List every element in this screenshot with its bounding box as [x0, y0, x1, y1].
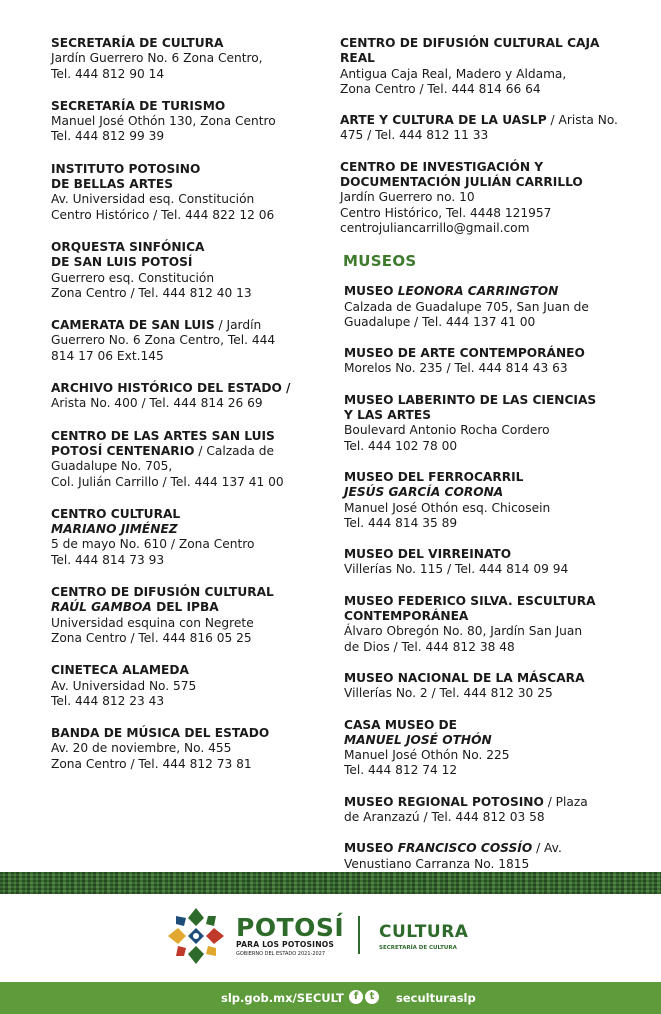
- directory-entry: [340, 36, 640, 97]
- entry-title-line2: [344, 485, 640, 500]
- decorative-band: [0, 872, 661, 894]
- directory-entry: [344, 718, 640, 779]
- entry-title-line2: [344, 733, 640, 748]
- entry-detail-line: Venustiano Carranza No. 1815: [344, 856, 530, 871]
- entry-detail-line: Calzada de Guadalupe 705, San Juan de: [344, 299, 589, 314]
- directory-entry: [51, 36, 313, 82]
- entry-detail-line: centrojuliancarrillo@gmail.com: [340, 220, 530, 235]
- entry-title: [344, 470, 640, 485]
- entry-detail-line: Tel. 444 102 78 00: [344, 438, 458, 453]
- footer-bar: [0, 982, 661, 1014]
- entry-detail-line: 5 de mayo No. 610 / Zona Centro: [51, 537, 255, 552]
- entry-title2-italic: MANUEL JOSÉ OTHÓN: [344, 732, 492, 747]
- entry-detail-line: Manuel José Othón 130, Zona Centro: [51, 114, 276, 129]
- logo-area: [0, 894, 661, 982]
- entry-detail-line: 475 / Tel. 444 812 11 33: [340, 128, 489, 143]
- entry-detail-line: Zona Centro / Tel. 444 816 05 25: [51, 630, 252, 645]
- entry-detail-line: Av. 20 de noviembre, No. 455: [51, 741, 232, 756]
- entry-detail-line: Zona Centro / Tel. 444 812 73 81: [51, 756, 252, 771]
- entry-title: [344, 841, 640, 856]
- entry-title2-text: DEL IPBA: [151, 600, 219, 615]
- left-column: [51, 36, 313, 789]
- entry-title-line2: [340, 175, 640, 190]
- entry-detail-line: Jardín Guerrero no. 10: [340, 190, 475, 205]
- entry-title-rest: / Av.: [532, 841, 562, 856]
- entry-title: [340, 36, 640, 51]
- entry-detail-line: Arista No. 400 / Tel. 444 814 26 69: [51, 396, 263, 411]
- entry-title-text: MUSEO DE ARTE CONTEMPORÁNEO: [344, 346, 585, 361]
- directory-entry: [51, 585, 313, 646]
- directory-entry: [51, 99, 313, 145]
- twitter-icon[interactable]: t: [365, 990, 379, 1004]
- potosi-logo: [236, 913, 345, 957]
- directory-entry: [344, 594, 640, 655]
- entry-title-text: SECRETARÍA DE CULTURA: [51, 36, 224, 50]
- entry-title-text: ARTE Y CULTURA DE LA UASLP: [340, 113, 547, 128]
- entry-detail-line: Jardín Guerrero No. 6 Zona Centro,: [51, 51, 263, 66]
- entry-title-line2: [51, 444, 313, 459]
- entry-detail-line: Tel. 444 814 73 93: [51, 552, 165, 567]
- entry-title: [51, 162, 313, 177]
- entry-detail-line: Guerrero esq. Constitución: [51, 270, 215, 285]
- entry-title: [51, 381, 313, 396]
- entry-title-text: MUSEO REGIONAL POTOSINO: [344, 794, 544, 809]
- entry-detail-line: Tel. 444 812 99 39: [51, 129, 165, 144]
- right-column: [340, 36, 640, 903]
- potosi-government: GOBIERNO DEL ESTADO 2021-2027: [236, 951, 326, 957]
- entry-title-text: ORQUESTA SINFÓNICA: [51, 239, 205, 254]
- directory-entry: [344, 671, 640, 702]
- potosi-tagline: PARA LOS POTOSINOS: [236, 940, 335, 949]
- entry-title-text: CAMERATA DE SAN LUIS: [51, 318, 215, 333]
- entry-detail-line: 814 17 06 Ext.145: [51, 348, 164, 363]
- entry-title-text: INSTITUTO POTOSINO: [51, 161, 201, 176]
- entry-title2-text: REAL: [340, 51, 375, 66]
- entry-title: [344, 346, 640, 361]
- entry-title: [51, 318, 313, 333]
- entry-detail-line: Guadalupe / Tel. 444 137 41 00: [344, 314, 536, 329]
- entry-detail-line: de Dios / Tel. 444 812 38 48: [344, 639, 515, 654]
- entry-detail-line: Manuel José Othón esq. Chicosein: [344, 500, 551, 515]
- entry-title-rest: / Jardín: [214, 318, 262, 333]
- entry-detail-line: Guerrero No. 6 Zona Centro, Tel. 444: [51, 333, 276, 348]
- entry-title-text: MUSEO: [344, 284, 398, 299]
- entry-title: [340, 113, 640, 128]
- entry-detail-line: Av. Universidad esq. Constitución: [51, 192, 255, 207]
- entry-title: [51, 240, 313, 255]
- directory-entry: [344, 547, 640, 578]
- entry-title-text: CINETECA ALAMEDA: [51, 663, 189, 678]
- entry-title-text: SECRETARÍA DE TURISMO: [51, 98, 226, 113]
- entry-title-rest: / Arista No.: [546, 113, 618, 128]
- entry-title-rest: / Plaza: [543, 794, 588, 809]
- entry-title-italic: LEONORA CARRINGTON: [397, 284, 559, 299]
- entry-title: [51, 726, 313, 741]
- entry-detail-line: Villerías No. 115 / Tel. 444 814 09 94: [344, 562, 569, 577]
- entry-detail-line: Tel. 444 812 90 14: [51, 66, 165, 81]
- entry-title-text: CENTRO DE INVESTIGACIÓN Y: [340, 159, 544, 174]
- entry-title-text: CENTRO DE DIFUSIÓN CULTURAL: [51, 585, 274, 600]
- entry-title-text: CASA MUSEO DE: [344, 717, 458, 732]
- cultura-subtitle: SECRETARÍA DE CULTURA: [379, 945, 457, 951]
- cultura-wordmark: CULTURA: [379, 922, 469, 942]
- directory-entry: [51, 162, 313, 223]
- entry-title-text: MUSEO NACIONAL DE LA MÁSCARA: [344, 670, 585, 685]
- entry-title2-italic: MARIANO JIMÉNEZ: [51, 522, 178, 537]
- entry-title2-text: DE BELLAS ARTES: [51, 177, 173, 192]
- entry-detail-line: Tel. 444 812 74 12: [344, 763, 458, 778]
- entry-detail-line: Centro Histórico / Tel. 444 822 12 06: [51, 207, 275, 222]
- entry-detail-line: Av. Universidad No. 575: [51, 678, 197, 693]
- entry-title-line2: [51, 177, 313, 192]
- directory-entry: [344, 393, 640, 454]
- entry-detail-line: Col. Julián Carrillo / Tel. 444 137 41 00: [51, 474, 284, 489]
- directory-entry: [344, 470, 640, 531]
- directory-entry: [51, 429, 313, 490]
- website-link[interactable]: slp.gob.mx/SECULT: [221, 991, 344, 1005]
- cultura-logo: [379, 922, 468, 951]
- entry-title: [344, 547, 640, 562]
- entry-title: [344, 718, 640, 733]
- entry-detail-line: Guadalupe No. 705,: [51, 459, 173, 474]
- entry-title: [51, 663, 313, 678]
- facebook-icon[interactable]: f: [349, 990, 363, 1004]
- directory-entry: [344, 795, 640, 826]
- potosi-emblem-icon: [164, 904, 228, 968]
- entry-title-line2: [340, 51, 640, 66]
- entry-title-text: CENTRO DE DIFUSIÓN CULTURAL CAJA: [340, 36, 600, 50]
- entry-title: [340, 160, 640, 175]
- entry-title: [51, 429, 313, 444]
- entry-detail-line: Zona Centro / Tel. 444 814 66 64: [340, 81, 541, 96]
- entry-detail-line: de Aranzazú / Tel. 444 812 03 58: [344, 809, 545, 824]
- entry-title2-text: POTOSÍ CENTENARIO: [51, 443, 195, 458]
- entry-title: [344, 393, 640, 408]
- entry-title-text: BANDA DE MÚSICA DEL ESTADO: [51, 726, 270, 741]
- entry-detail-line: Tel. 444 812 23 43: [51, 693, 165, 708]
- directory-entry: [51, 240, 313, 301]
- entry-detail-line: Universidad esquina con Negrete: [51, 615, 254, 630]
- entry-title: [344, 671, 640, 686]
- entry-title: [51, 585, 313, 600]
- entry-title: [344, 594, 640, 609]
- entry-detail-line: Manuel José Othón No. 225: [344, 748, 510, 763]
- entry-title2-rest: / Calzada de: [194, 443, 274, 458]
- entry-title2-text: DOCUMENTACIÓN JULIÁN CARRILLO: [340, 175, 583, 190]
- entry-title-text: MUSEO LABERINTO DE LAS CIENCIAS: [344, 392, 597, 407]
- entry-title2-italic: JESÚS GARCÍA CORONA: [344, 485, 504, 500]
- entry-title: [51, 507, 313, 522]
- directory-entry: [344, 284, 640, 330]
- directory-entry: [51, 726, 313, 772]
- entry-title-line2: [344, 408, 640, 423]
- entry-title-line2: [51, 600, 313, 615]
- directory-entry: [344, 346, 640, 377]
- entry-title-line2: [51, 255, 313, 270]
- directory-entry: [51, 663, 313, 709]
- entry-detail-line: Antigua Caja Real, Madero y Aldama,: [340, 66, 567, 81]
- potosi-wordmark: POTOSÍ: [236, 913, 345, 942]
- entry-detail-line: Álvaro Obregón No. 80, Jardín San Juan: [344, 624, 583, 639]
- directory-entry: [340, 113, 640, 144]
- entry-title-line2: [51, 522, 313, 537]
- entry-detail-line: Morelos No. 235 / Tel. 444 814 43 63: [344, 361, 568, 376]
- entry-title2-text: DE SAN LUIS POTOSÍ: [51, 255, 193, 270]
- entry-title2-italic: RAÚL GAMBOA: [51, 600, 152, 615]
- entry-title: [51, 36, 313, 51]
- entry-title-text: MUSEO: [344, 841, 398, 856]
- entry-title-text: MUSEO FEDERICO SILVA. ESCULTURA: [344, 593, 596, 608]
- social-handle[interactable]: seculturaslp: [396, 991, 476, 1005]
- entry-title: [51, 99, 313, 114]
- entry-detail-line: Villerías No. 2 / Tel. 444 812 30 25: [344, 686, 553, 701]
- entry-title-text: CENTRO DE LAS ARTES SAN LUIS: [51, 428, 275, 443]
- entry-detail-line: Boulevard Antonio Rocha Cordero: [344, 423, 550, 438]
- entry-detail-line: Zona Centro / Tel. 444 812 40 13: [51, 285, 252, 300]
- directory-entry: [340, 160, 640, 236]
- social-icons: [349, 990, 379, 1004]
- directory-entry: [51, 381, 313, 412]
- directory-entry: [51, 318, 313, 364]
- entry-title-text: MUSEO DEL VIRREINATO: [344, 547, 512, 562]
- entry-title2-text: CONTEMPORÁNEA: [344, 609, 469, 624]
- logo-divider: [358, 916, 360, 954]
- museos-heading: MUSEOS: [343, 252, 417, 271]
- museos-section: [340, 252, 640, 887]
- entry-title: [344, 795, 640, 810]
- entry-detail-line: Centro Histórico, Tel. 4448 121957: [340, 205, 552, 220]
- entry-detail-line: Tel. 444 814 35 89: [344, 515, 458, 530]
- entry-title-text: MUSEO DEL FERROCARRIL: [344, 469, 524, 484]
- directory-entry: [51, 507, 313, 568]
- entry-title2-text: Y LAS ARTES: [344, 408, 431, 423]
- entry-title-text: ARCHIVO HISTÓRICO DEL ESTADO /: [51, 381, 291, 396]
- entry-title-text: CENTRO CULTURAL: [51, 506, 181, 521]
- entry-title: [344, 284, 640, 299]
- entry-title-italic: FRANCISCO COSSÍO: [397, 841, 533, 856]
- entry-title-line2: [344, 609, 640, 624]
